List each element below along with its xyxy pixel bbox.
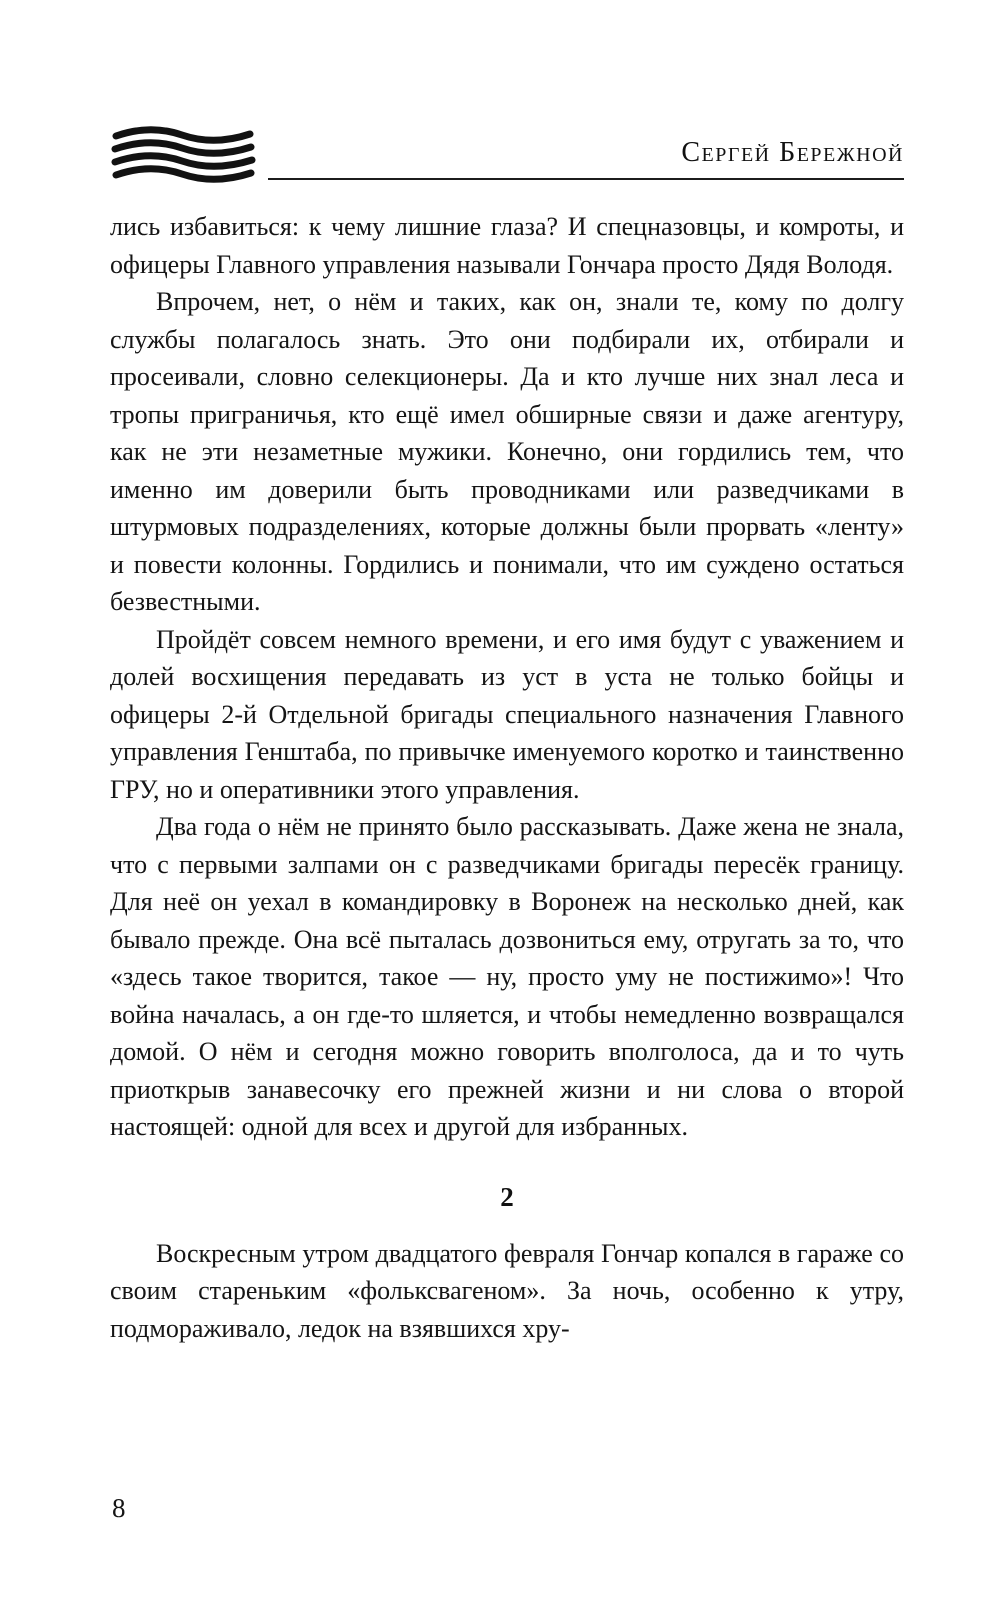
page-header — [110, 126, 904, 180]
paragraph: Пройдёт совсем немного времени, и его имя будут с уважением и долей восхищения передавать из уст в уста не только бойцы и офицеры 2-й Отдельной бригады специального назначения Главного управления Генштаба, по привычке именуемого коротко и таинственно ГРУ, но и оперативники этого управления. — [110, 624, 904, 804]
page-body — [110, 208, 904, 1347]
section-number: 2 — [500, 1181, 514, 1212]
paragraph-continuation: лись избавиться: к чему лишние глаза? И спецназовцы, и комроты, и офицеры Главного управления называли Гончара просто Дядя Володя. — [110, 212, 904, 279]
wavy-flag-icon — [110, 126, 258, 184]
paragraph: Два года о нём не принято было рассказывать. Даже жена не знала, что с первыми залпами он с разведчиками бригады пересёк границу. Для неё он уехал в командировку в Воронеж на несколько дней, как бывало прежде. Она всё пыталась дозвониться ему, отругать за то, что «здесь такое творится, такое — ну, просто уму не постижимо»! Что война началась, а он где-то шляется, и чтобы немедленно возвращался домой. О нём и сегодня можно говорить вполголоса, да и то чуть приоткрыв занавесочку его прежней жизни и ни слова о второй настоящей: одной для всех и другой для избранных. — [110, 812, 904, 1141]
paragraph: Воскресным утром двадцатого февраля Гончар копался в гараже со своим стареньким «фольксвагеном». За ночь, особенно к утру, подмораживало, ледок на взявшихся хру- — [110, 1238, 904, 1343]
page-number: 8 — [112, 1493, 126, 1523]
paragraph: Впрочем, нет, о нём и таких, как он, знали те, кому по долгу службы полагалось знать. Это они подбирали их, отбирали и просеивали, словно селекционеры. Да и кто лучше них знал леса и тропы приграничья, кто ещё имел обширные связи и даже агентуру, как не эти незаметные мужики. Конечно, они гордились тем, что именно им доверили быть проводниками или разведчиками в штурмовых подразделениях, которые должны были прорвать «ленту» и повести колонны. Гордились и понимали, что им суждено остаться безвестными. — [110, 287, 904, 616]
running-head-author: Сергей Бережной — [268, 137, 904, 180]
